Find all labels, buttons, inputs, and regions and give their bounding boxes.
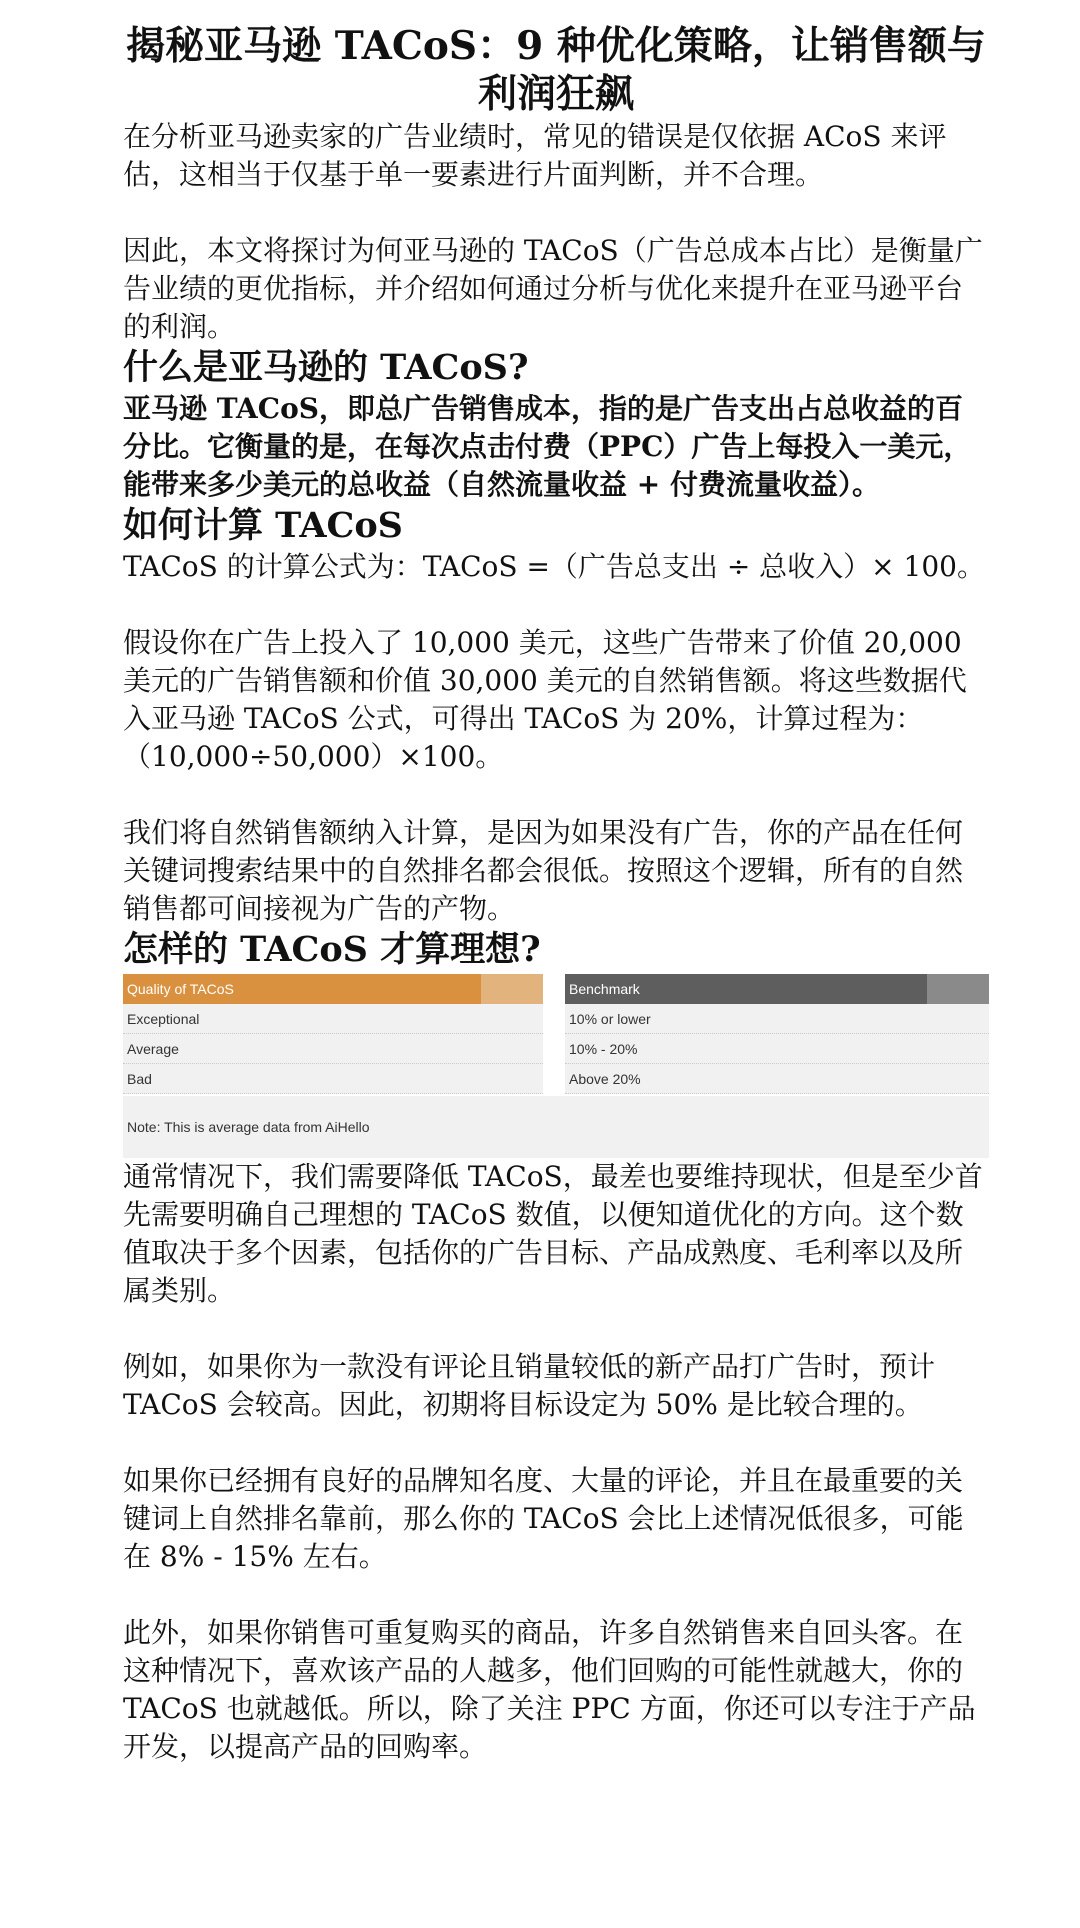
table-row xyxy=(123,1034,543,1064)
ideal-paragraph-1: 通常情况下，我们需要降低 TACoS，最差也要维持现状，但是至少首先需要明确自己理想的 TACoS 数值，以便知道优化的方向。这个数值取决于多个因素，包括你的广告目标、产品成熟度、毛利率以及所属类别。 xyxy=(123,1160,983,1307)
header-accent xyxy=(481,974,543,1004)
intro-paragraph-2: 因此，本文将探讨为何亚马逊的 TACoS（广告总成本占比）是衡量广告业绩的更优指标，并介绍如何通过分析与优化来提升在亚马逊平台的利润。 xyxy=(123,234,983,343)
benchmark-cell: Above 20% xyxy=(569,1071,641,1087)
table-row xyxy=(123,1004,543,1034)
ideal-paragraph-2: 例如，如果你为一款没有评论且销量较低的新产品打广告时，预计 TACoS 会较高。因此，初期将目标设定为 50% 是比较合理的。 xyxy=(123,1350,936,1421)
paragraph-gap xyxy=(123,1424,989,1462)
paragraph-gap xyxy=(123,586,989,624)
table-row xyxy=(565,1034,989,1064)
paragraph-gap xyxy=(123,776,989,814)
table-row xyxy=(565,1004,989,1034)
quality-header xyxy=(123,974,543,1004)
definition-paragraph: 亚马逊 TACoS，即总广告销售成本，指的是广告支出占总收益的百分比。它衡量的是，在每次点击付费（PPC）广告上每投入一美元，能带来多少美元的总收益（自然流量收益 + 付费流量收益）。 xyxy=(123,392,972,501)
heading-ideal-tacos: 怎样的 TACoS 才算理想? xyxy=(123,929,541,970)
quality-header-label: Quality of TACoS xyxy=(127,981,234,997)
quality-cell: Bad xyxy=(127,1071,152,1087)
benchmark-header-label: Benchmark xyxy=(569,981,640,997)
paragraph-gap xyxy=(123,1576,989,1614)
heading-how-to-calculate: 如何计算 TACoS xyxy=(123,505,403,546)
article-title: 揭秘亚马逊 TACoS：9 种优化策略，让销售额与利润狂飙 xyxy=(126,23,986,117)
table-row xyxy=(123,1064,543,1094)
table-note: Note: This is average data from AiHello xyxy=(123,1096,989,1158)
example-paragraph: 假设你在广告上投入了 10,000 美元，这些广告带来了价值 20,000 美元的广告销售额和价值 30,000 美元的自然销售额。将这些数据代入亚马逊 TACoS 公式，可得出 TACoS 为 20%，计算过程为：（10,000÷50,000）×100。 xyxy=(123,626,967,773)
article xyxy=(123,22,989,1766)
quality-column xyxy=(123,974,543,1094)
intro-paragraph-1: 在分析亚马逊卖家的广告业绩时，常见的错误是仅依据 ACoS 来评估，这相当于仅基于单一要素进行片面判断，并不合理。 xyxy=(123,120,947,191)
paragraph-gap xyxy=(123,194,989,232)
benchmark-column xyxy=(565,974,989,1094)
ideal-paragraph-4: 此外，如果你销售可重复购买的商品，许多自然销售来自回头客。在这种情况下，喜欢该产品的人越多，他们回购的可能性就越大，你的 TACoS 也就越低。所以，除了关注 PPC 方面，你还可以专注于产品开发，以提高产品的回购率。 xyxy=(123,1616,976,1763)
tacos-benchmark-table xyxy=(123,974,989,1158)
organic-sales-paragraph: 我们将自然销售额纳入计算，是因为如果没有广告，你的产品在任何关键词搜索结果中的自然排名都会很低。按照这个逻辑，所有的自然销售都可间接视为广告的产物。 xyxy=(123,816,964,925)
heading-what-is-tacos: 什么是亚马逊的 TACoS? xyxy=(123,347,529,388)
table-row xyxy=(565,1064,989,1094)
benchmark-header xyxy=(565,974,989,1004)
benchmark-cell: 10% or lower xyxy=(569,1011,651,1027)
quality-cell: Exceptional xyxy=(127,1011,200,1027)
quality-cell: Average xyxy=(127,1041,179,1057)
formula-paragraph: TACoS 的计算公式为：TACoS =（广告总支出 ÷ 总收入）× 100。 xyxy=(123,550,985,583)
paragraph-gap xyxy=(123,1310,989,1348)
header-accent xyxy=(927,974,989,1004)
benchmark-cell: 10% - 20% xyxy=(569,1041,638,1057)
ideal-paragraph-3: 如果你已经拥有良好的品牌知名度、大量的评论，并且在最重要的关键词上自然排名靠前，那么你的 TACoS 会比上述情况低很多，可能在 8% - 15% 左右。 xyxy=(123,1464,964,1573)
